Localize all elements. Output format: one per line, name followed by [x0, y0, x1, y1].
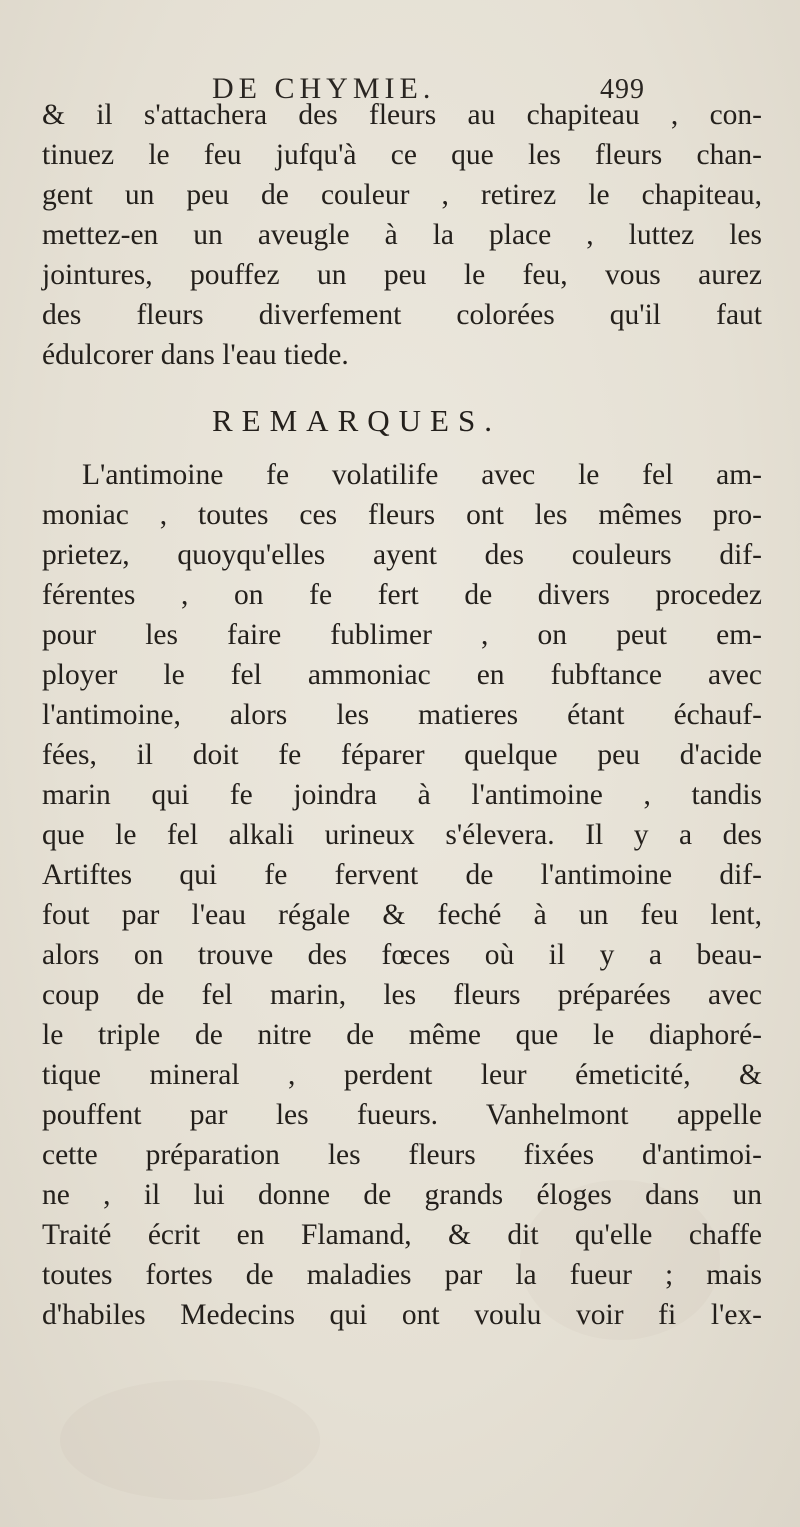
text-line: tique mineral , perdent leur émeticité, & — [42, 1059, 762, 1091]
text-line: & il s'attachera des fleurs au chapiteau , con- — [42, 99, 762, 131]
section-heading: REMARQUES. — [212, 403, 501, 438]
paper-stain — [60, 1380, 320, 1500]
text-line: pour les faire fublimer , on peut em- — [42, 619, 762, 651]
page-text — [42, 95, 762, 1335]
text-line: ployer le fel ammoniac en fubftance avec — [42, 659, 762, 691]
text-line: le triple de nitre de même que le diaphoré- — [42, 1019, 762, 1051]
text-line: alors on trouve des fœces où il y a beau- — [42, 939, 762, 971]
text-line: fout par l'eau régale & feché à un feu lent, — [42, 899, 762, 931]
text-line: toutes fortes de maladies par la fueur ; mais — [42, 1259, 762, 1291]
text-line: prietez, quoyqu'elles ayent des couleurs dif- — [42, 539, 762, 571]
text-line: cette préparation les fleurs fixées d'antimoi- — [42, 1139, 762, 1171]
text-line: d'habiles Medecins qui ont voulu voir fi l'ex- — [42, 1299, 762, 1331]
text-line: des fleurs diverfement colorées qu'il faut — [42, 299, 762, 331]
text-line: Traité écrit en Flamand, & dit qu'elle chaffe — [42, 1219, 762, 1251]
text-line: édulcorer dans l'eau tiede. — [42, 339, 349, 371]
text-line: marin qui fe joindra à l'antimoine , tandis — [42, 779, 762, 811]
text-line: l'antimoine, alors les matieres étant échauf- — [42, 699, 762, 731]
text-line: jointures, pouffez un peu le feu, vous aurez — [42, 259, 762, 291]
running-title: DE CHYMIE. — [212, 72, 436, 105]
page-number: 499 — [600, 74, 645, 105]
paragraph-remarques — [42, 455, 762, 1335]
text-line: que le fel alkali urineux s'élevera. Il y a des — [42, 819, 762, 851]
text-line: Artiftes qui fe fervent de l'antimoine dif- — [42, 859, 762, 891]
text-line: coup de fel marin, les fleurs préparées avec — [42, 979, 762, 1011]
text-line: tinuez le feu jufqu'à ce que les fleurs chan- — [42, 139, 762, 171]
text-line: fées, il doit fe féparer quelque peu d'acide — [42, 739, 762, 771]
text-line: moniac , toutes ces fleurs ont les mêmes pro- — [42, 499, 762, 531]
paragraph-continued — [42, 95, 762, 375]
text-line: férentes , on fe fert de divers procedez — [42, 579, 762, 611]
text-line: pouffent par les fueurs. Vanhelmont appelle — [42, 1099, 762, 1131]
text-line: gent un peu de couleur , retirez le chapiteau, — [42, 179, 762, 211]
text-line: ne , il lui donne de grands éloges dans un — [42, 1179, 762, 1211]
text-line: L'antimoine fe volatilife avec le fel am- — [82, 459, 762, 491]
text-line: mettez-en un aveugle à la place , luttez les — [42, 219, 762, 251]
